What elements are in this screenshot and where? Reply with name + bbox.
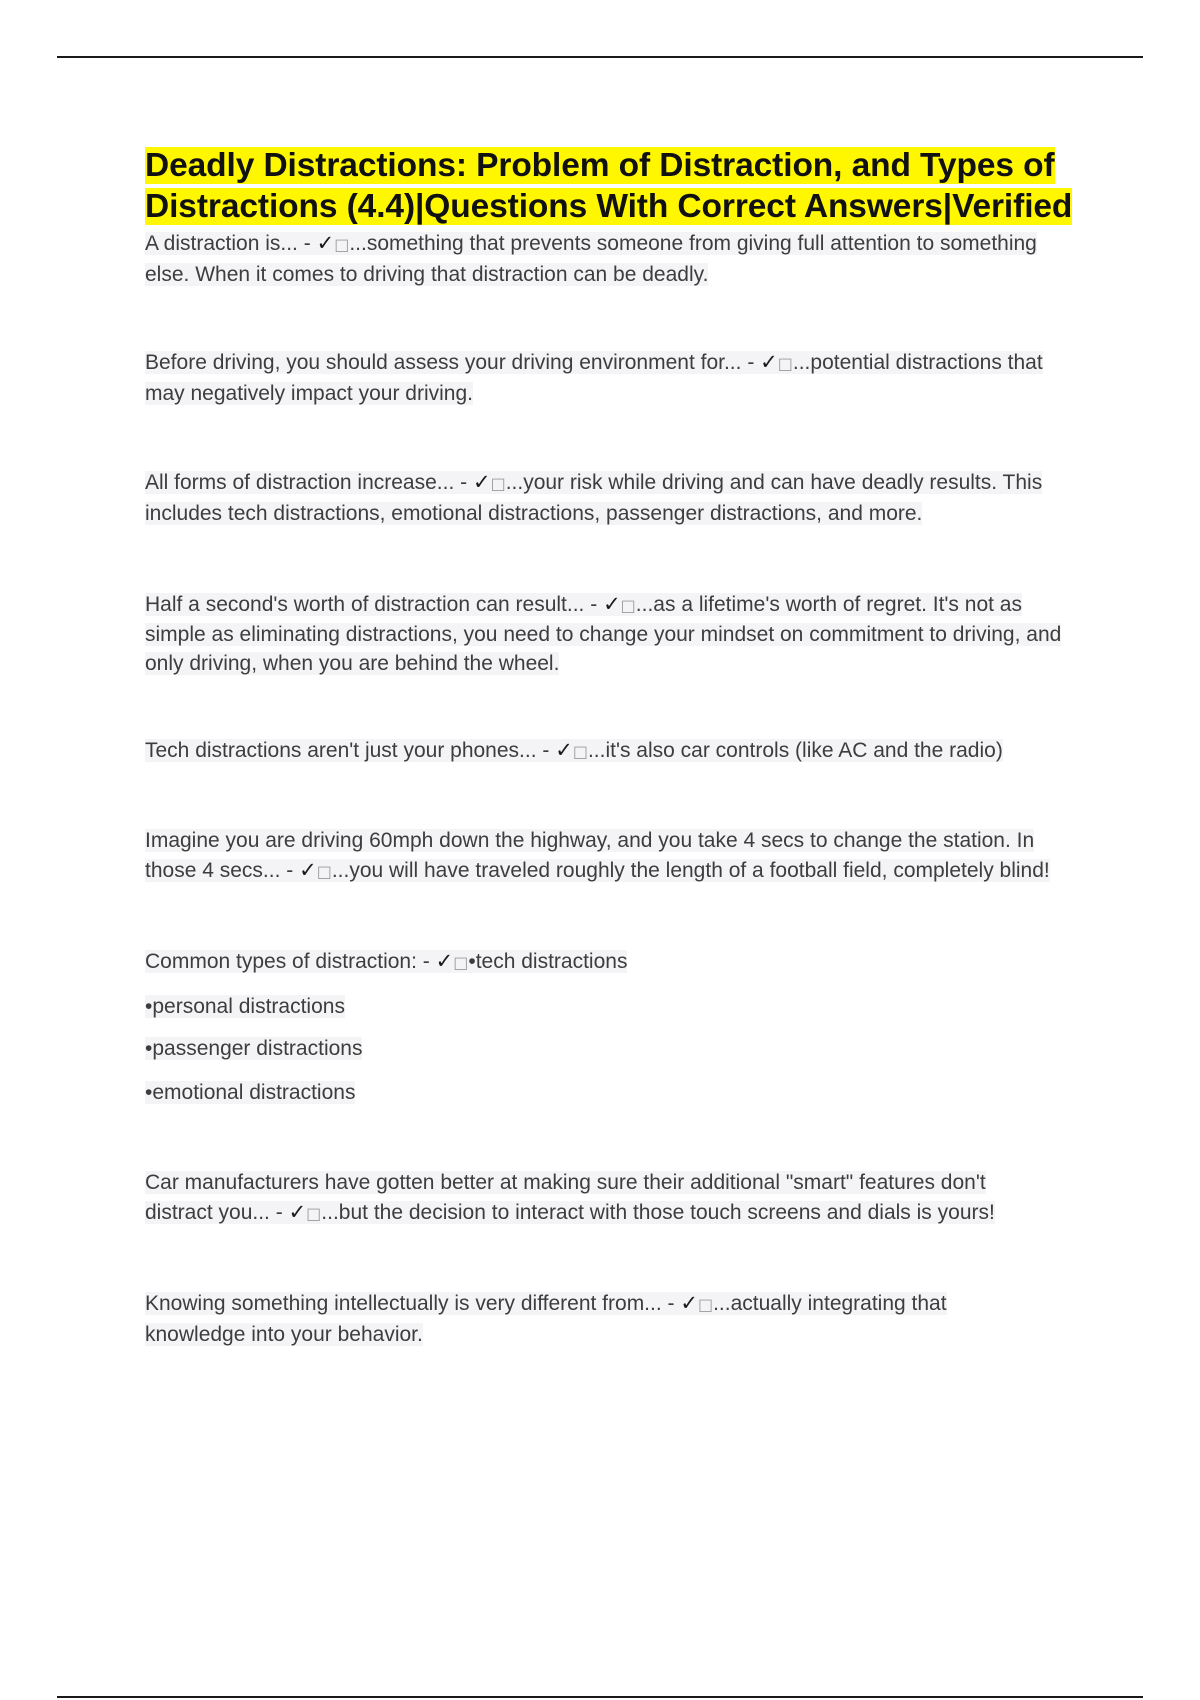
qa-item-3	[145, 468, 1075, 529]
question-text: Car manufacturers have gotten better at making sure their additional "smart" features don't distract you...	[145, 1171, 986, 1224]
top-rule	[57, 56, 1143, 58]
question-text: A distraction is...	[145, 232, 298, 255]
bullet-item	[145, 992, 1095, 1022]
question-text: Common types of distraction:	[145, 950, 417, 973]
document-title	[145, 145, 1095, 227]
answer-text: ...as a lifetime's worth of regret. It's not as simple as eliminating distractions, you need to change your mindset on commitment to driving, and only driving, when you are behind the wheel.	[145, 593, 1062, 675]
qa-item-8	[145, 1168, 1050, 1229]
answer-text: ...it's also car controls (like AC and the radio)	[587, 739, 1003, 762]
checkbox-icon: □	[620, 596, 636, 615]
bullet-item	[145, 1078, 1095, 1108]
answer-text: ...something that prevents someone from giving full attention to something else. When it comes to driving that distraction can be deadly.	[145, 232, 1037, 286]
answer-text: ...your risk while driving and can have deadly results. This includes tech distractions, emotional distractions, passenger distractions, and more.	[145, 471, 1043, 525]
bullet-item	[145, 1034, 1095, 1064]
answer-text: ...actually integrating that knowledge into your behavior.	[145, 1292, 947, 1346]
question-text: Knowing something intellectually is very different from...	[145, 1292, 662, 1315]
qa-item-2	[145, 348, 1050, 409]
checkbox-icon: □	[572, 742, 588, 761]
check-icon: ✓	[299, 859, 317, 882]
bottom-rule	[57, 1696, 1143, 1698]
checkbox-icon: □	[306, 1204, 322, 1223]
checkbox-icon: □	[453, 953, 469, 972]
bullet-text: •passenger distractions	[145, 1037, 363, 1060]
check-icon: ✓	[288, 1201, 307, 1224]
separator: -	[584, 593, 604, 616]
qa-item-4	[145, 590, 1080, 678]
question-text: Half a second's worth of distraction can result...	[145, 593, 585, 616]
question-text: Tech distractions aren't just your phones...	[145, 739, 537, 762]
checkbox-icon: □	[777, 354, 793, 373]
answer-text: ...but the decision to interact with those touch screens and dials is yours!	[321, 1201, 995, 1224]
check-icon: ✓	[680, 1292, 698, 1315]
check-icon: ✓	[435, 950, 454, 973]
separator: -	[661, 1292, 681, 1315]
bullet-text: •emotional distractions	[145, 1081, 356, 1104]
separator: -	[454, 471, 473, 494]
qa-item-9	[145, 1289, 1015, 1350]
check-icon: ✓	[555, 739, 573, 762]
separator: -	[297, 232, 317, 255]
check-icon: ✓	[760, 351, 778, 374]
separator: -	[536, 739, 556, 762]
answer-text: ...you will have traveled roughly the length of a football field, completely blind!	[331, 859, 1050, 882]
checkbox-icon: □	[316, 862, 332, 881]
question-text: All forms of distraction increase...	[145, 471, 455, 494]
document-body	[145, 145, 1095, 1350]
qa-item-7	[145, 947, 1095, 978]
answer-text: •tech distractions	[468, 950, 628, 973]
separator: -	[269, 1201, 289, 1224]
title-text: Deadly Distractions: Problem of Distraction, and Types of Distractions (4.4)|Questions With Correct Answers|Verified	[145, 147, 1073, 225]
checkbox-icon: □	[490, 474, 506, 493]
separator: -	[741, 351, 761, 374]
question-text: Imagine you are driving 60mph down the highway, and you take 4 secs to change the station. In those 4 secs...	[145, 829, 1035, 882]
qa-item-6	[145, 826, 1090, 887]
separator: -	[280, 859, 300, 882]
checkbox-icon: □	[334, 235, 350, 254]
answer-text: ...potential distractions that may negatively impact your driving.	[145, 351, 1043, 405]
bullet-text: •personal distractions	[145, 995, 345, 1018]
question-text: Before driving, you should assess your driving environment for...	[145, 351, 742, 374]
checkbox-icon: □	[697, 1295, 714, 1314]
check-icon: ✓	[603, 593, 621, 616]
check-icon: ✓	[472, 471, 491, 494]
qa-item-1	[145, 229, 1085, 290]
check-icon: ✓	[316, 232, 335, 255]
separator: -	[416, 950, 436, 973]
qa-item-5	[145, 736, 1095, 767]
